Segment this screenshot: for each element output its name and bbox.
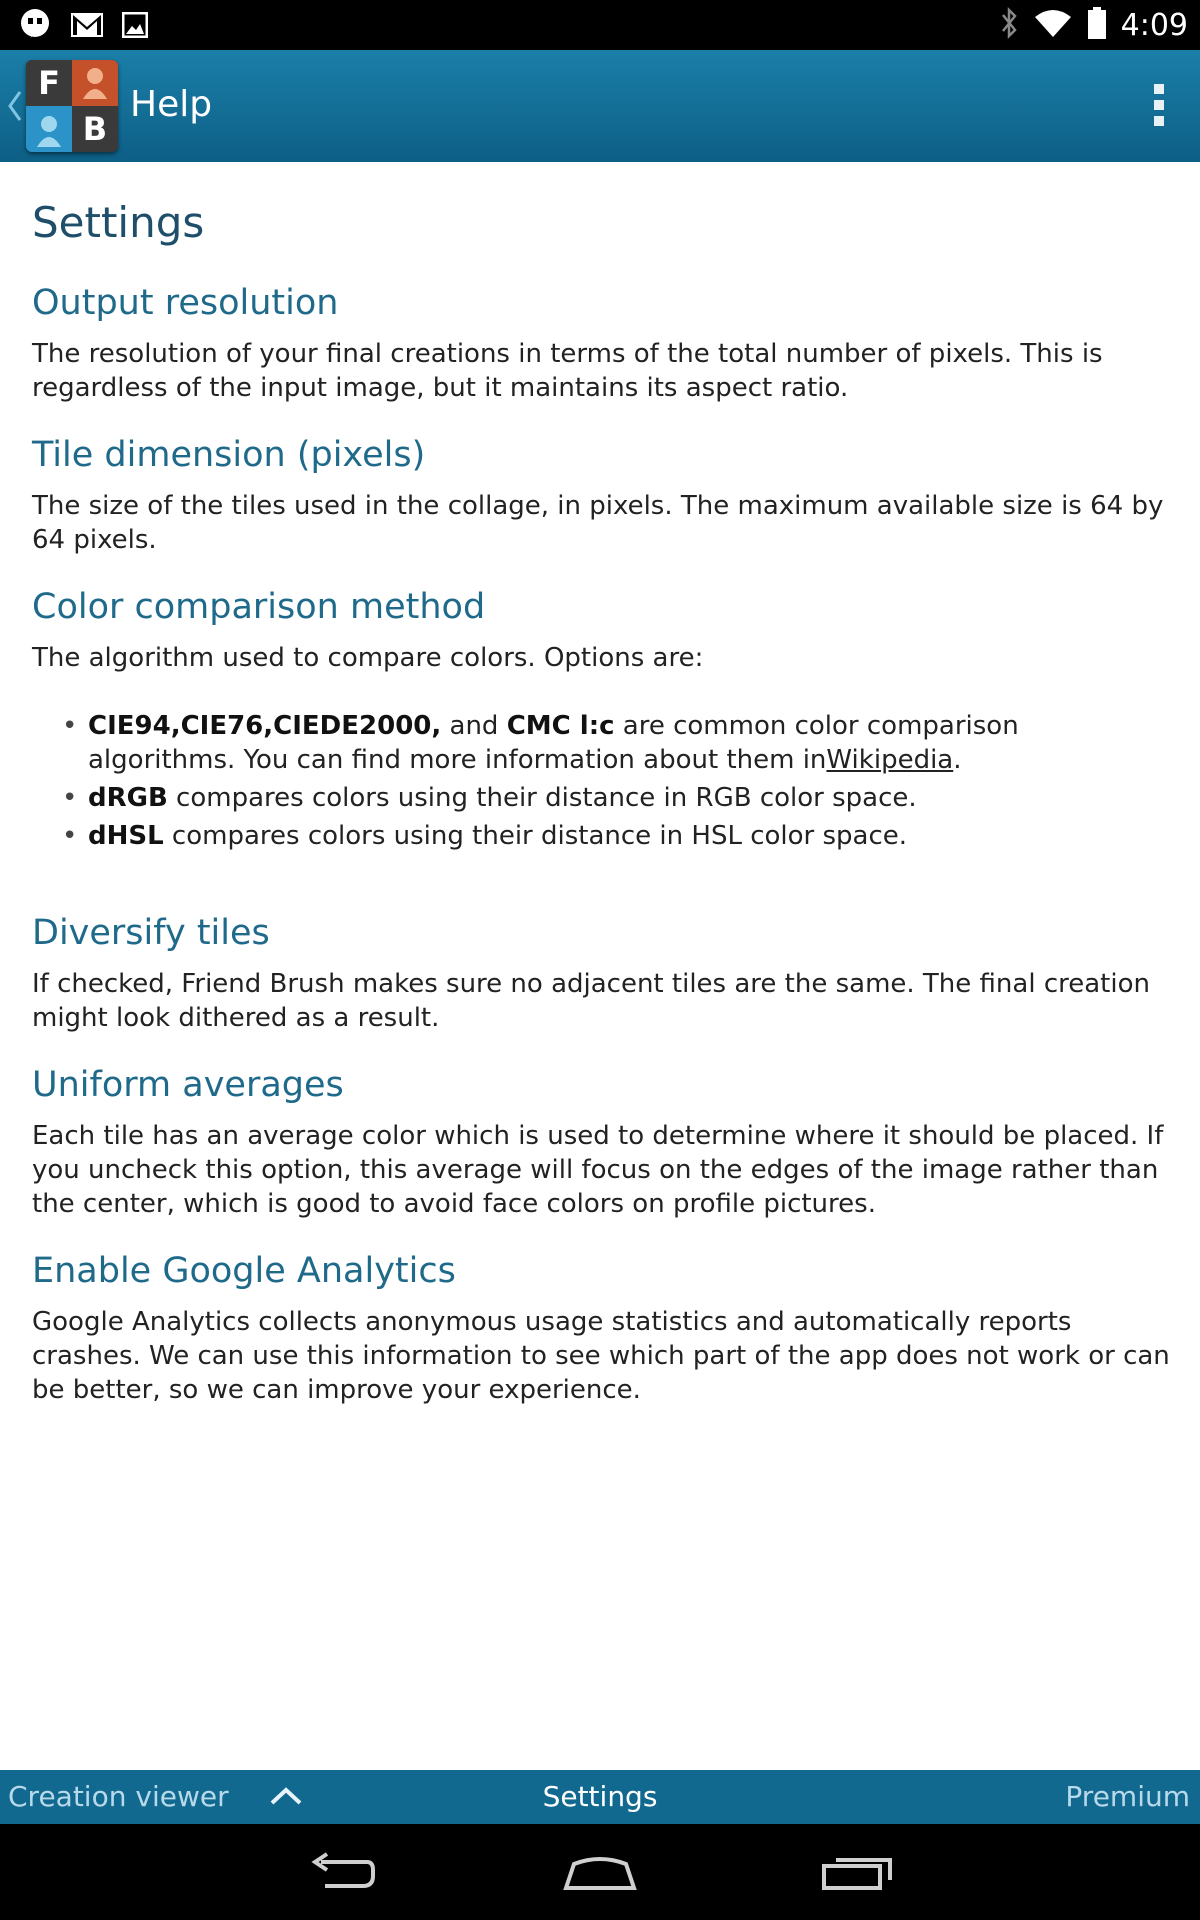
- navigation-bar: [0, 1824, 1200, 1920]
- tab-settings[interactable]: Settings: [542, 1780, 658, 1813]
- section-title-color-comparison: Color comparison method: [32, 587, 486, 627]
- help-content: [32, 162, 1172, 1437]
- section-text-uniform-averages: Each tile has an average color which is used to determine where it should be placed. If you uncheck this option, this average will focus on the edges of the image rather than the center, which is good to avoid face colors on profile pictures.: [32, 1121, 1164, 1219]
- up-caret-icon[interactable]: [6, 88, 24, 128]
- battery-icon: [1087, 6, 1107, 44]
- tab-premium[interactable]: Premium: [1065, 1780, 1190, 1813]
- tab-creation-viewer-label: Creation viewer: [8, 1780, 229, 1813]
- section-title-google-analytics: Enable Google Analytics: [32, 1251, 456, 1291]
- page-title: Settings: [32, 198, 205, 247]
- recent-apps-icon[interactable]: [818, 1844, 898, 1900]
- section-title-output-resolution: Output resolution: [32, 283, 339, 323]
- section-title-diversify-tiles: Diversify tiles: [32, 913, 270, 953]
- gmail-icon: [70, 12, 104, 42]
- logo-letter-b: B: [72, 106, 118, 152]
- app-logo[interactable]: [26, 60, 118, 152]
- section-text-color-comparison: The algorithm used to compare colors. Options are:: [32, 643, 704, 673]
- bottom-tab-bar: [0, 1770, 1200, 1824]
- home-icon[interactable]: [560, 1844, 640, 1900]
- status-bar: [0, 0, 1200, 50]
- list-item: • CIE94,CIE76,CIEDE2000, and CMC l:c are common color comparison algorithms. You can find more information about them inWikipedia.: [62, 709, 1172, 777]
- action-bar: [0, 50, 1200, 162]
- color-methods-list: [32, 709, 1172, 853]
- section-text-tile-dimension: The size of the tiles used in the collage, in pixels. The maximum available size is 64 by 64 pixels.: [32, 491, 1164, 555]
- notification-icons: [18, 8, 148, 46]
- person-icon: [26, 106, 72, 152]
- status-time: 4:09: [1120, 7, 1188, 43]
- section-text-output-resolution: The resolution of your final creations in terms of the total number of pixels. This is regardless of the input image, but it maintains its aspect ratio.: [32, 339, 1103, 403]
- overflow-menu-icon[interactable]: [1154, 84, 1164, 132]
- back-icon[interactable]: [302, 1844, 382, 1900]
- wifi-icon: [1033, 7, 1073, 43]
- list-item: • dHSL compares colors using their distance in HSL color space.: [62, 819, 1172, 853]
- gallery-icon: [122, 12, 148, 42]
- section-text-diversify-tiles: If checked, Friend Brush makes sure no adjacent tiles are the same. The final creation might look dithered as a result.: [32, 969, 1150, 1033]
- section-title-uniform-averages: Uniform averages: [32, 1065, 344, 1105]
- system-status: [999, 6, 1188, 44]
- bluetooth-icon: [999, 6, 1019, 44]
- section-title-tile-dimension: Tile dimension (pixels): [32, 435, 426, 475]
- hangouts-icon: [18, 8, 52, 46]
- logo-letter-f: F: [26, 60, 72, 106]
- section-text-google-analytics: Google Analytics collects anonymous usage statistics and automatically reports crashes. We can use this information to see which part of the app does not work or can be better, so we can improve your experience.: [32, 1307, 1170, 1405]
- list-item: • dRGB compares colors using their distance in RGB color space.: [62, 781, 1172, 815]
- person-icon: [72, 60, 118, 106]
- wikipedia-link[interactable]: Wikipedia: [826, 745, 954, 775]
- action-bar-title: Help: [130, 84, 213, 125]
